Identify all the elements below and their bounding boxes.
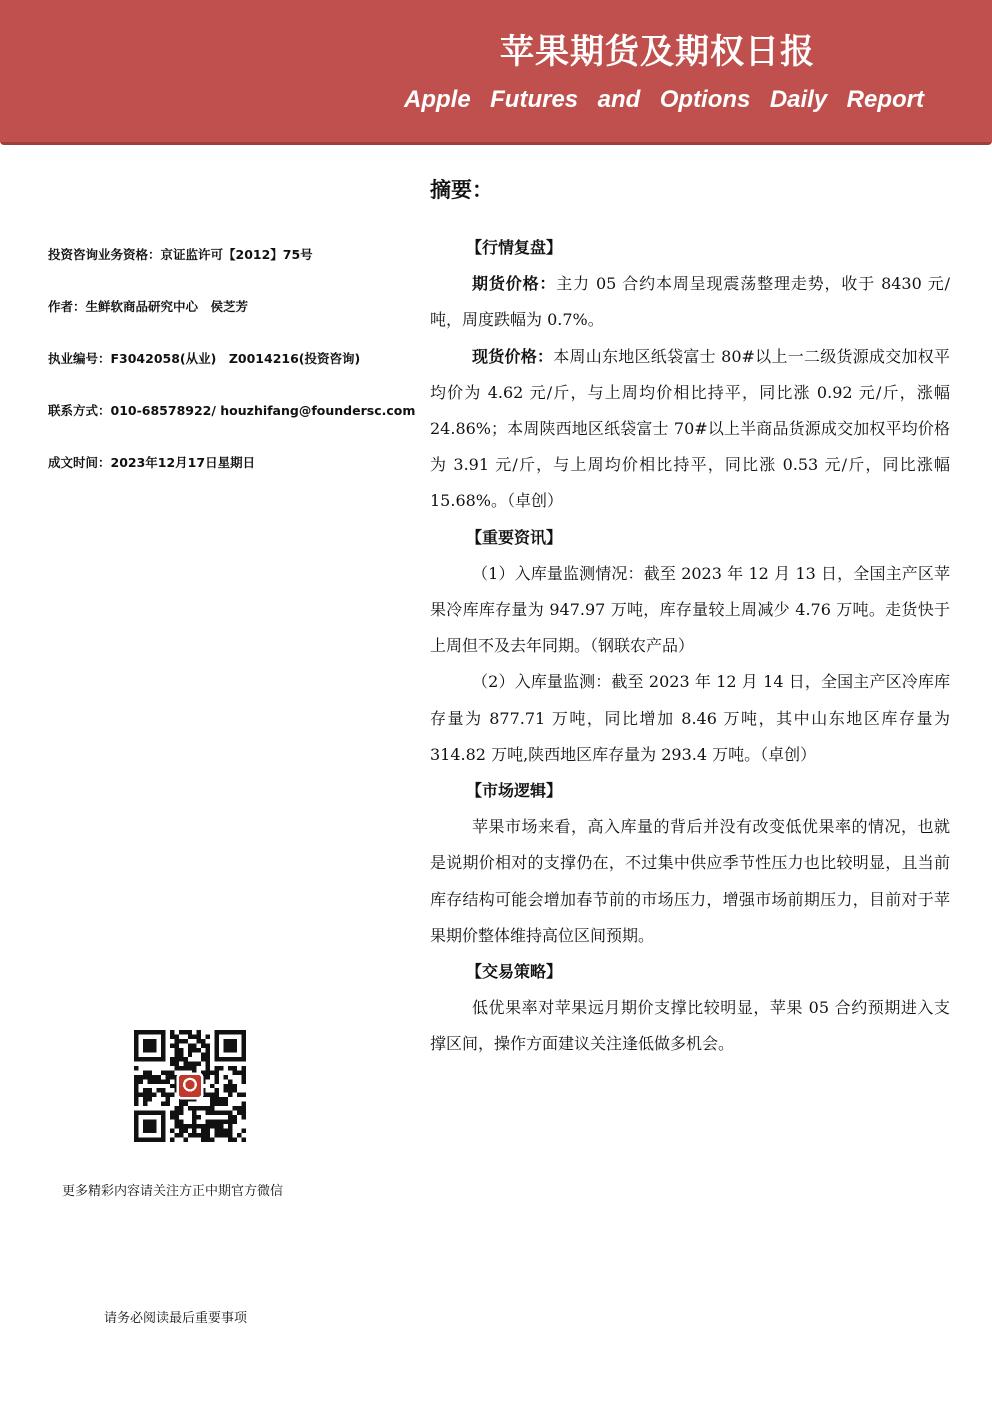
futures-text: 主力 05 合约本周呈现震荡整理走势，收于 8430 元/吨，周度跌幅为 0.7%。 [430, 274, 950, 330]
subtitle-word: Futures [490, 86, 579, 113]
meta-qualification: 投资咨询业务资格：京证监许可【2012】75号 [48, 247, 313, 262]
spot-label: 现货价格： [472, 346, 554, 366]
futures-paragraph [430, 266, 950, 338]
section-heading-strategy: 【交易策略】 [466, 962, 563, 982]
meta-author: 作者：生鲜软商品研究中心 侯芝芳 [48, 299, 249, 314]
spot-text: 本周山东地区纸袋富士 80#以上一二级货源成交加权平均价为 4.62 元/斤，与上周均价相比持平，同比涨 0.92 元/斤，涨幅 24.86%；本周陕西地区纸袋富士 70#以上半商品货源成交加权平均价格为 3.91 元/斤，与上周均价相比持平，同比涨 0.53 元/斤，同比涨幅 15.68%。（卓创） [430, 346, 950, 511]
logic-paragraph: 苹果市场来看，高入库量的背后并没有改变低优果率的情况，也就是说期价相对的支撑仍在，不过集中供应季节性压力也比较明显，且当前库存结构可能会增加春节前的市场压力，增强市场前期压力，目前对于苹果期价整体维持高位区间预期。 [430, 817, 950, 945]
report-header [0, 0, 992, 145]
subtitle-word: and [597, 86, 641, 113]
qr-caption: 更多精彩内容请关注方正中期官方微信 [62, 1184, 284, 1199]
futures-label: 期货价格： [472, 274, 557, 294]
meta-license: 执业编号：F3042058(从业) Z0014216(投资咨询) [48, 351, 361, 366]
subtitle-word: Options [659, 86, 751, 113]
subtitle-word: Daily [769, 86, 828, 113]
summary-body [430, 230, 950, 1063]
strategy-paragraph: 低优果率对苹果远月期价支撑比较明显，苹果 05 合约预期进入支撑区间，操作方面建议关注逢低做多机会。 [430, 998, 950, 1054]
section-heading-logic: 【市场逻辑】 [466, 781, 563, 801]
subtitle-word: Report [846, 86, 924, 113]
meta-date: 成文时间：2023年12月17日星期日 [48, 455, 256, 470]
wechat-qr-code [134, 1030, 246, 1142]
summary-title: 摘要： [430, 177, 493, 202]
news-item-1: （1）入库量监测情况：截至 2023 年 12 月 13 日，全国主产区苹果冷库库存量为 947.97 万吨，库存量较上周减少 4.76 万吨。走货快于上周但不及去年同期。（钢联农产品） [430, 563, 950, 656]
company-logo-icon [179, 1075, 201, 1097]
spot-paragraph [430, 339, 950, 520]
subtitle-word: Apple [404, 86, 471, 113]
meta-contact: 联系方式：010-68578922/ houzhifang@foundersc.com [48, 403, 416, 418]
report-subtitle [404, 86, 924, 114]
report-title: 苹果期货及期权日报 [500, 32, 815, 72]
news-item-2: （2）入库量监测：截至 2023 年 12 月 14 日，全国主产区冷库库存量为 877.71 万吨，同比增加 8.46 万吨，其中山东地区库存量为 314.82 万吨,陕西地区库存量为 293.4 万吨。（卓创） [430, 672, 950, 764]
section-heading-review: 【行情复盘】 [466, 238, 563, 257]
footer-note: 请务必阅读最后重要事项 [104, 1311, 248, 1326]
section-heading-news: 【重要资讯】 [466, 527, 563, 547]
